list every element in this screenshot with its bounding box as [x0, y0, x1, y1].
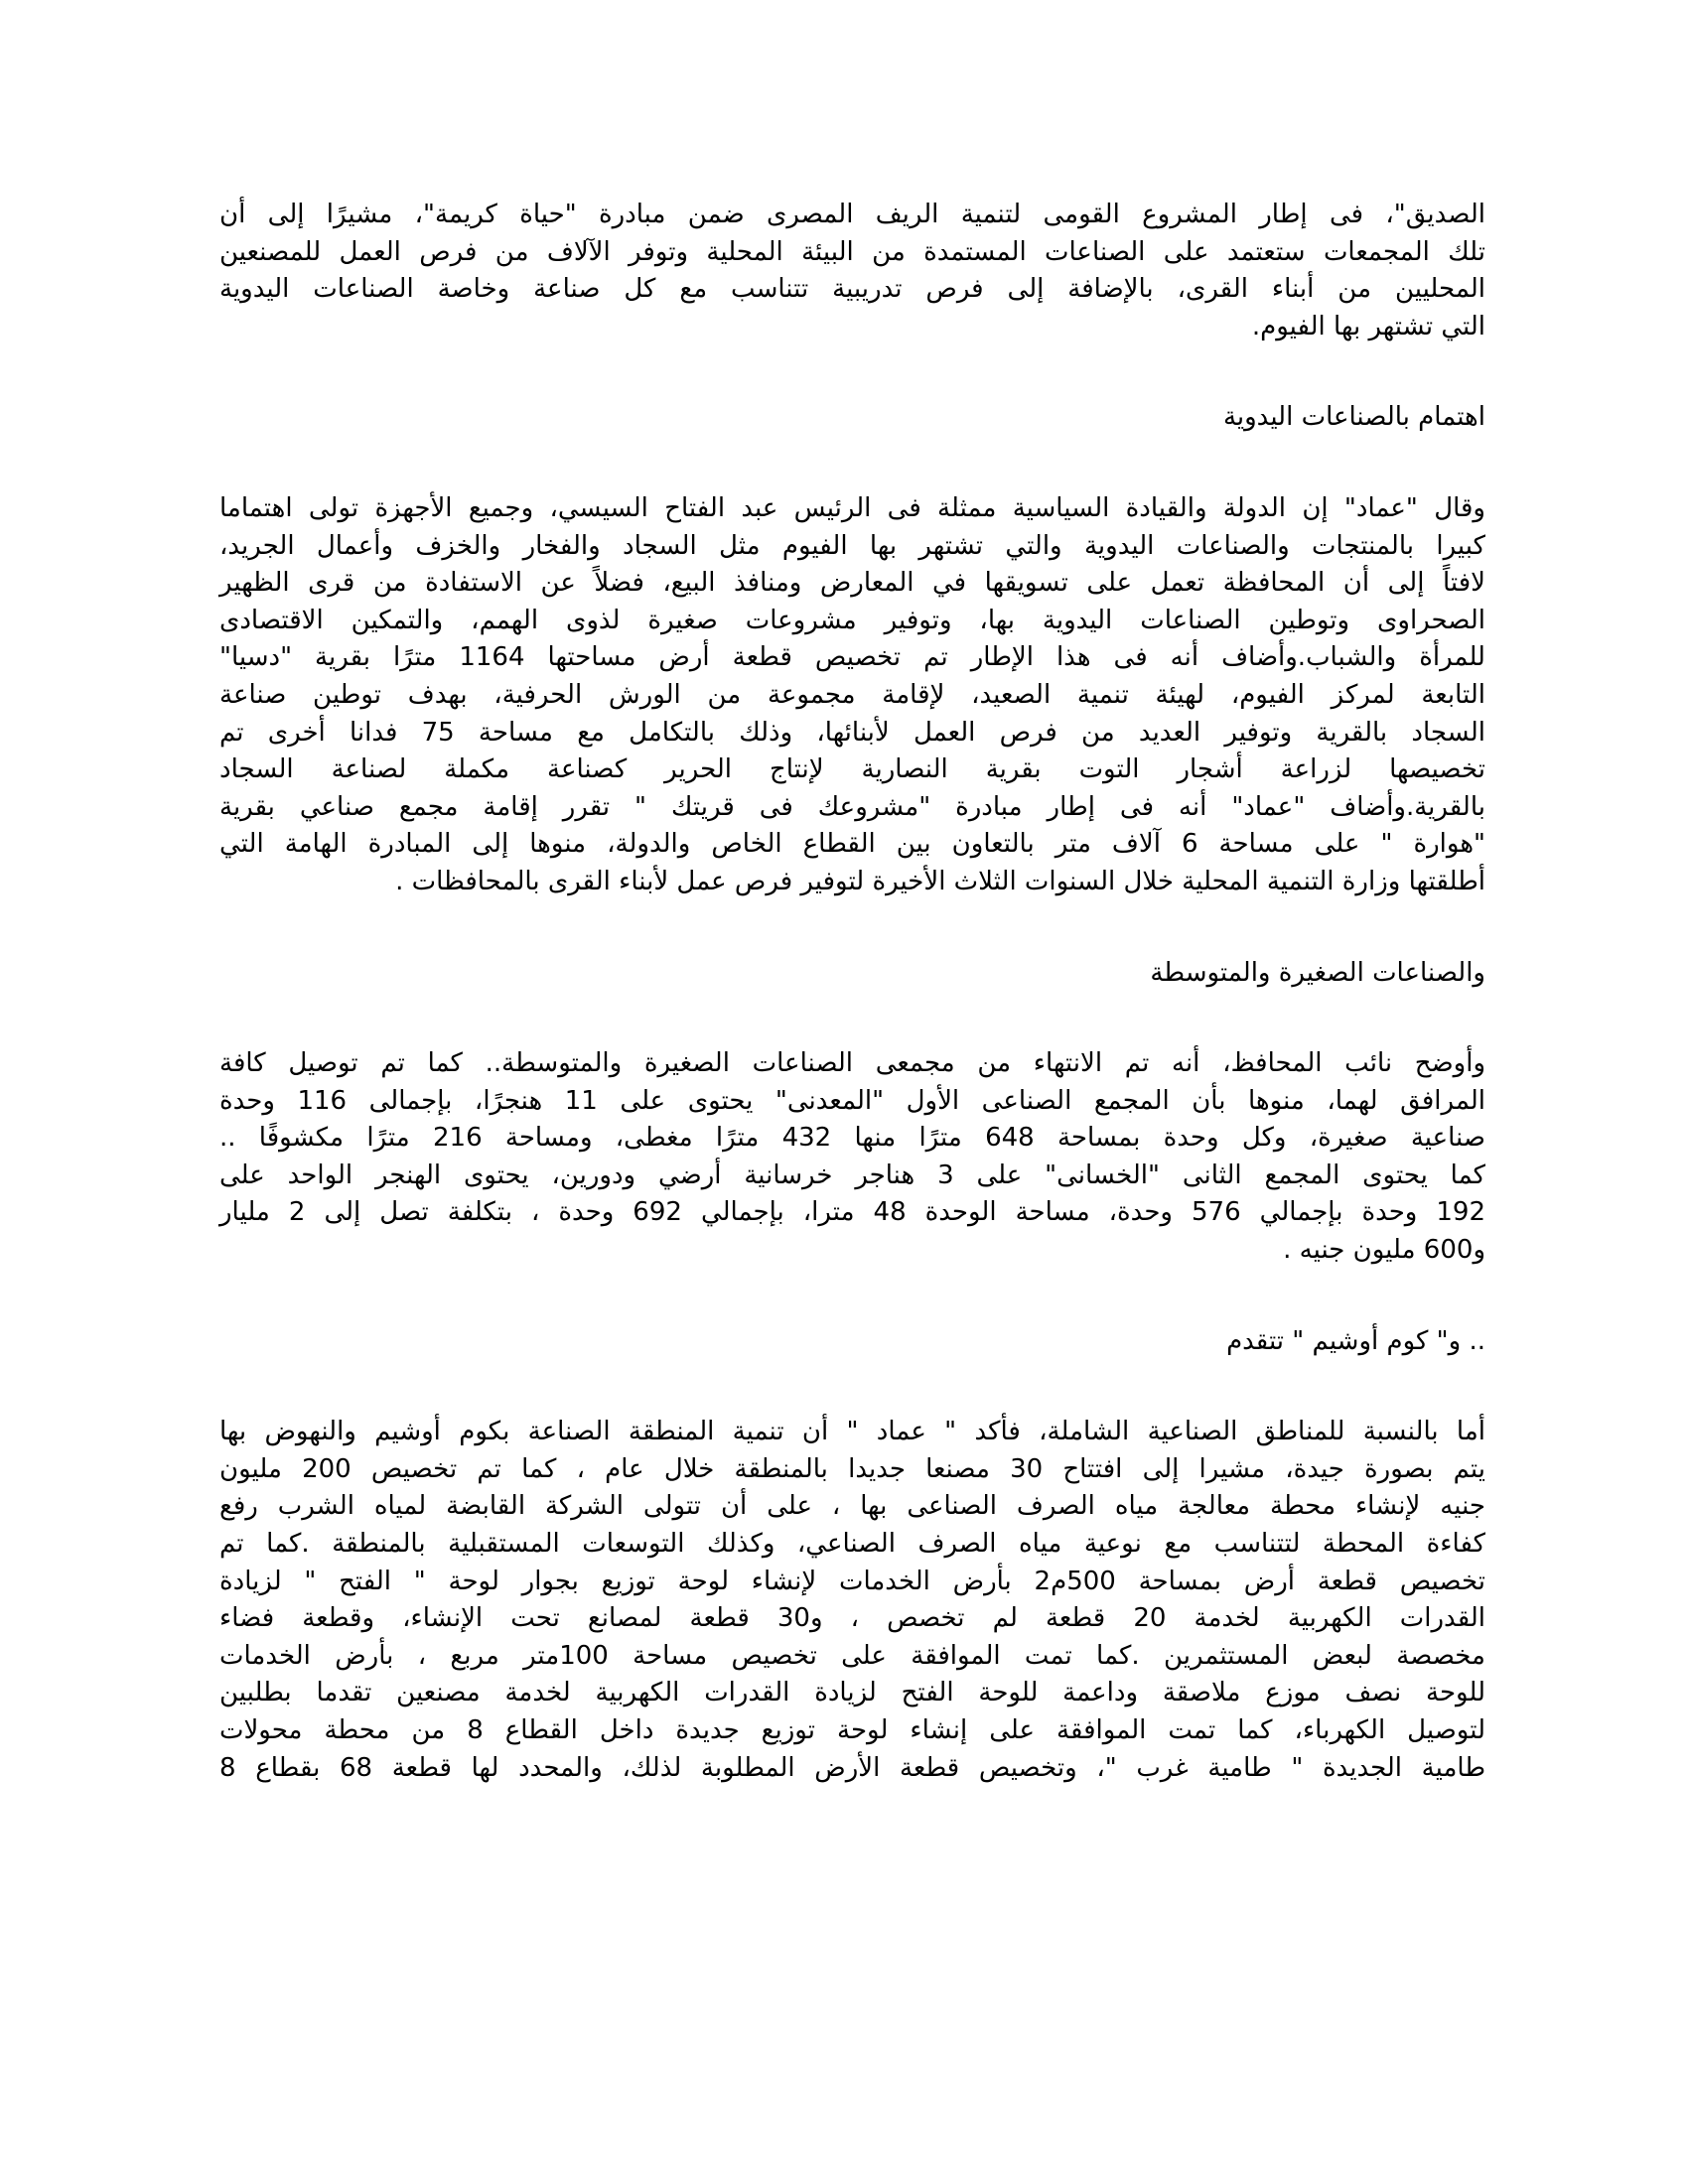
paragraph-line: وأوضح نائب المحافظ، أنه تم الانتهاء من مجمعى الصناعات الصغيرة والمتوسطة.. كما تم توصيل كافة	[219, 1048, 1485, 1079]
paragraph-line: وقال "عماد" إن الدولة والقيادة السياسية ممثلة فى الرئيس عبد الفتاح السيسي، وجميع الأجهزة تولى اهتماما	[219, 492, 1485, 523]
paragraph-line: 192 وحدة بإجمالي 576 وحدة، مساحة الوحدة 48 مترا، بإجمالي 692 وحدة ، بتكلفة تصل إلى 2 مليار	[219, 1197, 1486, 1228]
paragraph-line: للوحة نصف موزع ملاصقة وداعمة للوحة الفتح لزيادة القدرات الكهربية لخدمة مصنعين تقدما بطلبين	[219, 1678, 1485, 1708]
paragraph-line: التابعة لمركز الفيوم، لهيئة تنمية الصعيد، لإقامة مجموعة من الورش الحرفية، بهدف توطين صناعة	[219, 679, 1485, 710]
document-page	[219, 197, 1485, 1787]
paragraph-line: كفاءة المحطة لتتناسب مع نوعية مياه الصرف الصناعي، وكذلك التوسعات المستقبلية بالمنطقة .كما تم	[219, 1529, 1485, 1560]
paragraph-line: كما يحتوى المجمع الثانى "الخسانى" على 3 هناجر خرسانية أرضي ودورين، يحتوى الهنجر الواحد على	[219, 1160, 1485, 1190]
paragraph-line: تخصيصها لزراعة أشجار التوت بقرية النصارية لإنتاج الحرير كصناعة مكملة لصناعة السجاد	[219, 754, 1485, 785]
section-heading-handicrafts: اهتمام بالصناعات اليدوية	[1222, 402, 1485, 433]
paragraph-line: أطلقتها وزارة التنمية المحلية خلال السنوات الثلاث الأخيرة لتوفير فرص عمل لأبناء القرى بالمحافظات .	[395, 866, 1485, 896]
paragraph-line: تخصيص قطعة أرض بمساحة 500م2 بأرض الخدمات لإنشاء لوحة توزيع بجوار لوحة " الفتح " لزيادة	[219, 1566, 1485, 1596]
paragraph-2	[219, 490, 1485, 901]
paragraph-line: كبيرا بالمنتجات والصناعات اليدوية والتي تشتهر بها الفيوم مثل السجاد والفخار والخزف وأعمال الجريد،	[219, 530, 1485, 561]
paragraph-line: السجاد بالقرية وتوفير العديد من فرص العمل لأبنائها، وذلك بالتكامل مع مساحة 75 فدانا أخرى تم	[219, 717, 1485, 748]
paragraph-line: جنيه لإنشاء محطة معالجة مياه الصرف الصناعى بها ، على أن تتولى الشركة القابضة لمياه الشرب رفع	[219, 1491, 1485, 1522]
section-heading-small-industries: والصناعات الصغيرة والمتوسطة	[1150, 957, 1485, 988]
paragraph-line: القدرات الكهربية لخدمة 20 قطعة لم تخصص ، و30 قطعة لمصانع تحت الإنشاء، وقطعة فضاء	[219, 1603, 1485, 1634]
paragraph-line: المرافق لهما، منوها بأن المجمع الصناعى الأول "المعدنى" يحتوى على 11 هنجرًا، بإجمالى 116 وحدة	[219, 1085, 1485, 1116]
paragraph-line: المحليين من أبناء القرى، بالإضافة إلى فرص تدريبية تتناسب مع كل صناعة وخاصة الصناعات اليدوية	[219, 274, 1485, 305]
paragraph-line: للمرأة والشباب.وأضاف أنه فى هذا الإطار تم تخصيص قطعة أرض مساحتها 1164 مترًا بقرية "دسيا"	[219, 642, 1485, 673]
paragraph-line: مخصصة لبعض المستثمرين .كما تمت الموافقة على تخصيص مساحة 100متر مربع ، بأرض الخدمات	[219, 1640, 1485, 1671]
paragraph-line: "هوارة " على مساحة 6 آلاف متر بالتعاون بين القطاع الخاص والدولة، منوها إلى المبادرة الهامة التي	[219, 829, 1485, 860]
section-heading-kom-oshim: .. و" كوم أوشيم " تتقدم	[1226, 1325, 1485, 1356]
paragraph-line: طامية الجديدة " طامية غرب "، وتخصيص قطعة الأرض المطلوبة لذلك، والمحدد لها قطعة 68 بقطاع 8	[219, 1752, 1486, 1783]
paragraph-line: يتم بصورة جيدة، مشيرا إلى افتتاح 30 مصنعا جديدا بالمنطقة خلال عام ، كما تم تخصيص 200 مليون	[219, 1453, 1485, 1484]
paragraph-line: الصديق"، فى إطار المشروع القومى لتنمية الريف المصرى ضمن مبادرة "حياة كريمة"، مشيرًا إلى أن	[219, 200, 1485, 229]
paragraph-4	[219, 1414, 1485, 1787]
paragraph-line: الصحراوى وتوطين الصناعات اليدوية بها، وتوفير مشروعات صغيرة لذوى الهمم، والتمكين الاقتصادى	[219, 605, 1485, 635]
paragraph-1	[219, 197, 1485, 345]
paragraph-3	[219, 1045, 1485, 1270]
paragraph-line: أما بالنسبة للمناطق الصناعية الشاملة، فأكد " عماد " أن تنمية المنطقة الصناعة بكوم أوشيم والنهوض بها	[219, 1417, 1485, 1447]
paragraph-line: التي تشتهر بها الفيوم.	[1251, 311, 1485, 341]
paragraph-line: صناعية صغيرة، وكل وحدة بمساحة 648 مترًا منها 432 مترًا مغطى، ومساحة 216 مترًا مكشوفًا ..	[219, 1123, 1485, 1154]
paragraph-line: لتوصيل الكهرباء، كما تمت الموافقة على إنشاء لوحة توزيع جديدة داخل القطاع 8 من محطة محولات	[219, 1715, 1485, 1745]
paragraph-line: بالقرية.وأضاف "عماد" أنه فى إطار مبادرة "مشروعك فى قريتك " تقرر إقامة مجمع صناعي بقرية	[219, 791, 1485, 822]
paragraph-line: لافتاً إلى أن المحافظة تعمل على تسويقها في المعارض ومنافذ البيع، فضلاً عن الاستفادة من قرى الظهير	[219, 568, 1485, 599]
paragraph-line: و600 مليون جنيه .	[1283, 1235, 1485, 1266]
paragraph-line: تلك المجمعات ستعتمد على الصناعات المستمدة من البيئة المحلية وتوفر الآلاف من فرص العمل للمصنعين	[219, 236, 1485, 267]
